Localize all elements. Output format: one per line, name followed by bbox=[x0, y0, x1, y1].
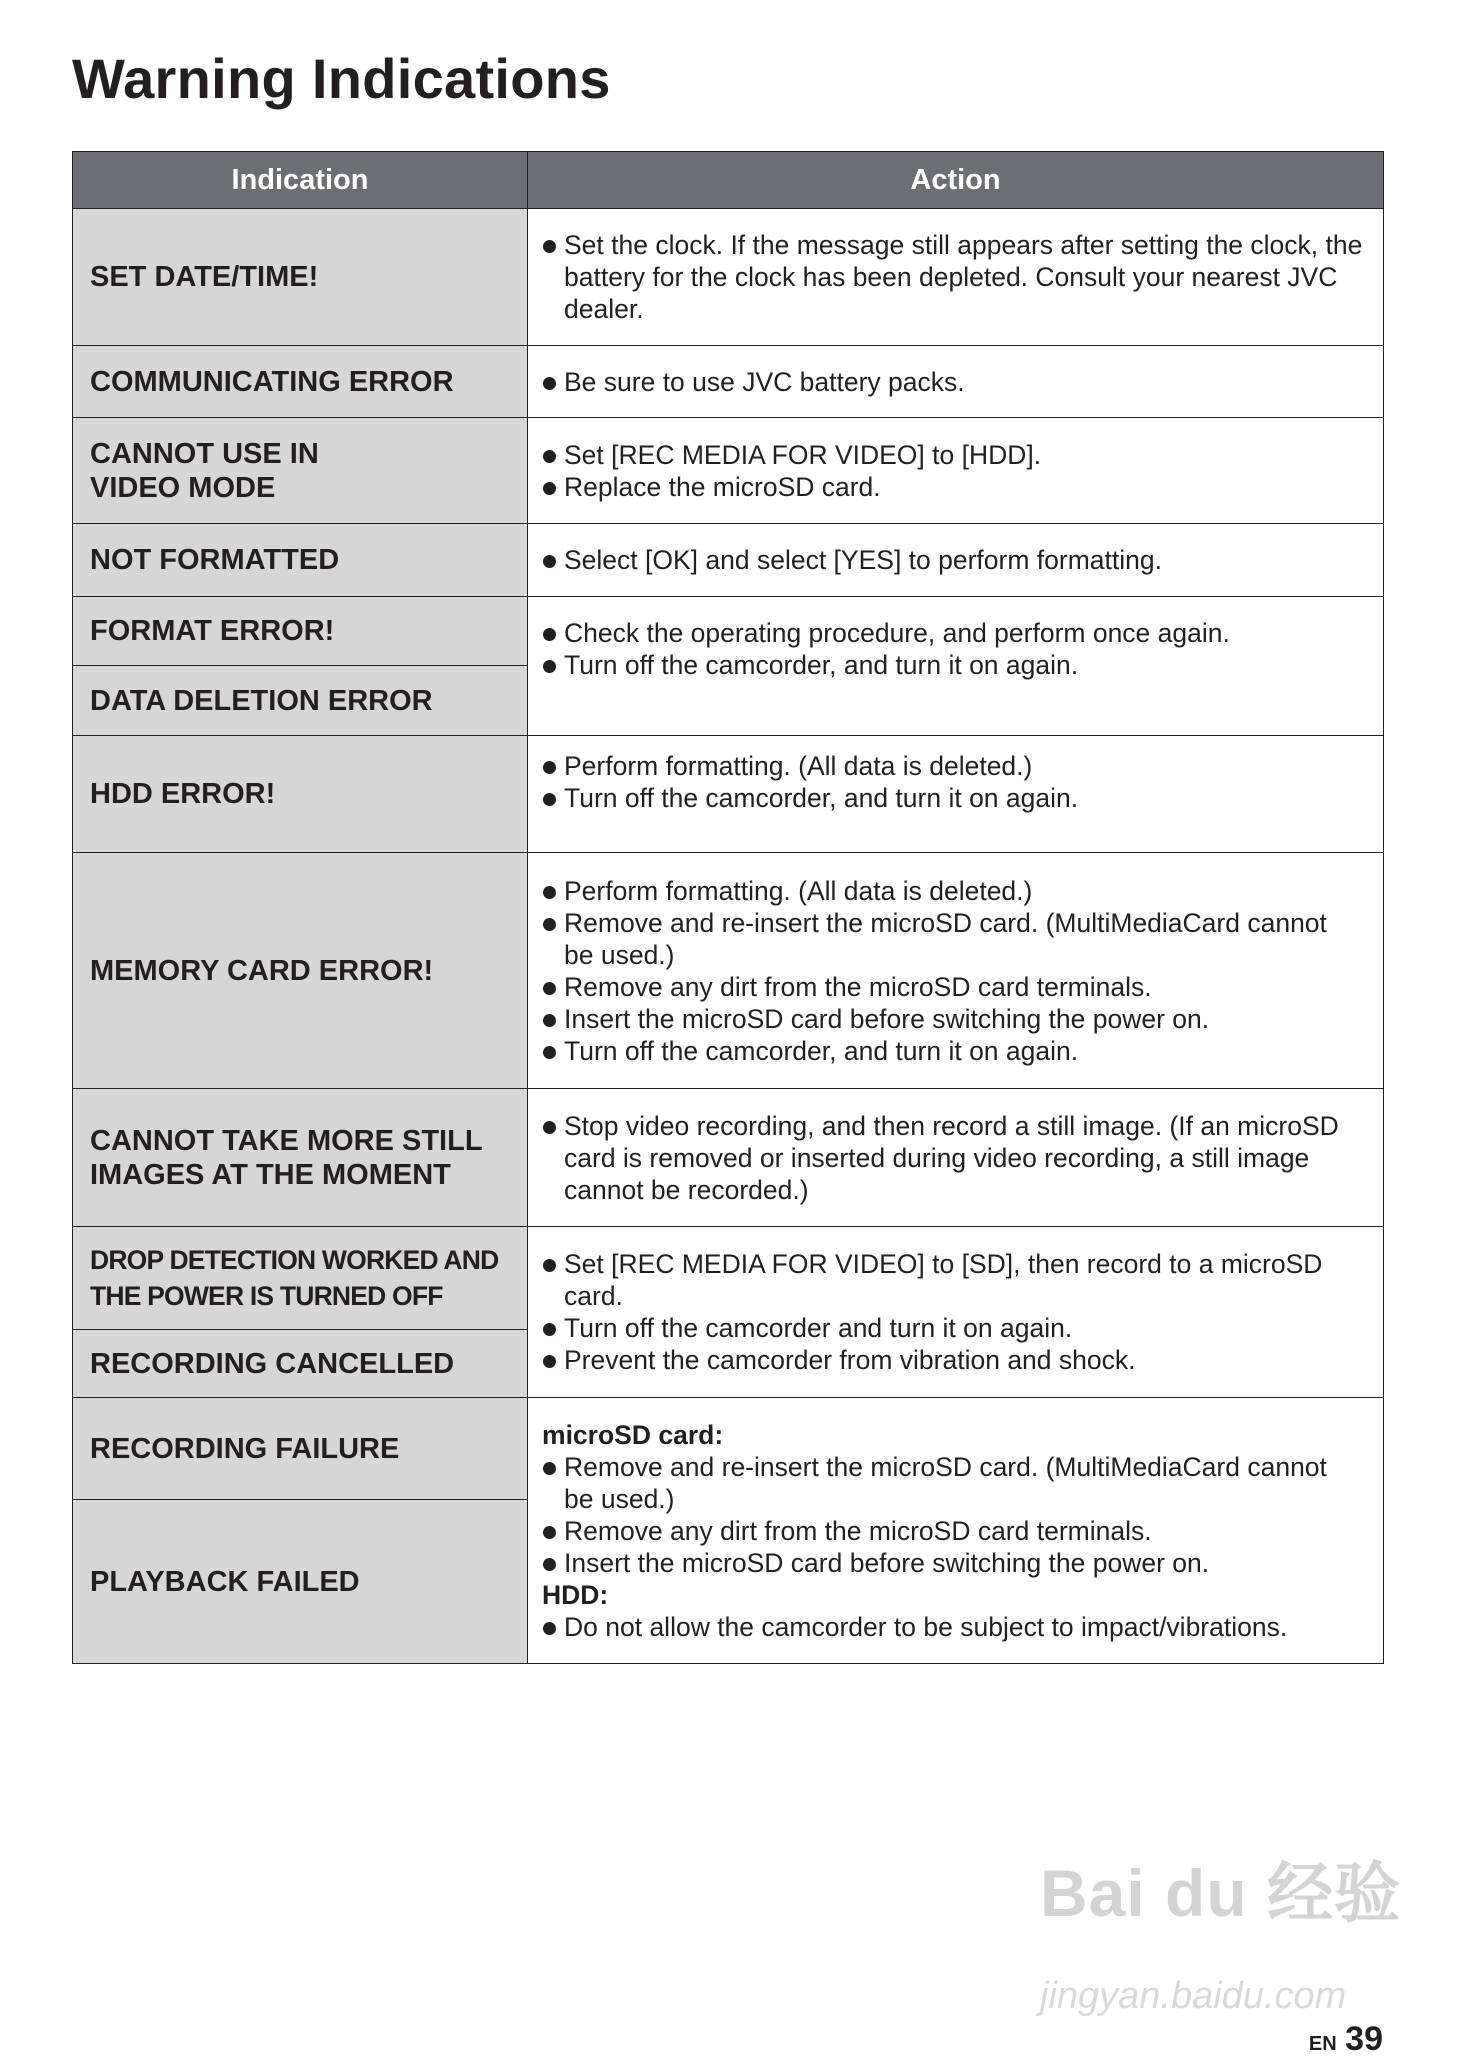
table-row bbox=[73, 1227, 1384, 1330]
action-item: Perform formatting. (All data is deleted.) bbox=[542, 875, 1363, 907]
indication-line: CANNOT TAKE MORE STILL bbox=[90, 1124, 483, 1157]
action-item: Turn off the camcorder and turn it on again. bbox=[542, 1312, 1363, 1344]
action-cell bbox=[528, 418, 1384, 524]
action-cell bbox=[528, 1398, 1384, 1664]
watermark-url: jingyan.baidu.com bbox=[1040, 1975, 1347, 2017]
action-item: Check the operating procedure, and perform once again. bbox=[542, 617, 1363, 649]
table-row bbox=[73, 524, 1384, 597]
action-cell bbox=[528, 209, 1384, 346]
page-title: Warning Indications bbox=[72, 47, 611, 110]
action-cell bbox=[528, 346, 1384, 418]
warning-table bbox=[72, 151, 1384, 1664]
action-item: Turn off the camcorder, and turn it on again. bbox=[542, 649, 1363, 681]
indication-cell: PLAYBACK FAILED bbox=[73, 1500, 528, 1664]
header-action: Action bbox=[528, 152, 1384, 209]
indication-line: IMAGES AT THE MOMENT bbox=[90, 1158, 451, 1191]
watermark-logo: Bai du 经验 bbox=[1040, 1856, 1402, 1930]
action-cell bbox=[528, 853, 1384, 1089]
indication-cell bbox=[73, 1089, 528, 1227]
table-row bbox=[73, 853, 1384, 1089]
action-item: Remove any dirt from the microSD card terminals. bbox=[542, 971, 1363, 1003]
action-item: Remove and re-insert the microSD card. (MultiMediaCard cannot be used.) bbox=[542, 1451, 1363, 1515]
action-item: Insert the microSD card before switching the power on. bbox=[542, 1547, 1363, 1579]
action-item: Prevent the camcorder from vibration and shock. bbox=[542, 1344, 1363, 1376]
indication-cell: MEMORY CARD ERROR! bbox=[73, 853, 528, 1089]
indication-line: DROP DETECTION WORKED AND bbox=[90, 1245, 499, 1275]
action-item: Set the clock. If the message still appears after setting the clock, the battery for the clock has been depleted. Consult your nearest JVC dealer. bbox=[542, 229, 1363, 325]
table-row bbox=[73, 1398, 1384, 1500]
action-cell bbox=[528, 524, 1384, 597]
action-item: Turn off the camcorder, and turn it on again. bbox=[542, 1035, 1363, 1067]
language-label: EN bbox=[1308, 2033, 1337, 2055]
indication-cell: COMMUNICATING ERROR bbox=[73, 346, 528, 418]
indication-cell: DATA DELETION ERROR bbox=[73, 666, 528, 736]
action-item: Be sure to use JVC battery packs. bbox=[542, 366, 1363, 398]
indication-line: CANNOT USE IN bbox=[90, 437, 319, 470]
action-item: Perform formatting. (All data is deleted.) bbox=[542, 750, 1363, 782]
action-item: Stop video recording, and then record a still image. (If an microSD card is removed or inserted during video recording, a still image cannot be recorded.) bbox=[542, 1110, 1363, 1206]
action-item: Replace the microSD card. bbox=[542, 471, 1363, 503]
indication-cell: HDD ERROR! bbox=[73, 736, 528, 853]
indication-cell bbox=[73, 1227, 528, 1330]
indication-line: VIDEO MODE bbox=[90, 471, 276, 504]
action-item: Do not allow the camcorder to be subject to impact/vibrations. bbox=[542, 1611, 1363, 1643]
page-footer bbox=[1309, 2020, 1383, 2059]
table-row bbox=[73, 209, 1384, 346]
action-item: Set [REC MEDIA FOR VIDEO] to [HDD]. bbox=[542, 439, 1363, 471]
action-item: Remove any dirt from the microSD card terminals. bbox=[542, 1515, 1363, 1547]
indication-cell bbox=[73, 418, 528, 524]
table-row bbox=[73, 597, 1384, 666]
indication-cell: RECORDING FAILURE bbox=[73, 1398, 528, 1500]
action-subheading: microSD card: bbox=[542, 1419, 724, 1450]
action-item: Select [OK] and select [YES] to perform formatting. bbox=[542, 544, 1363, 576]
indication-cell: NOT FORMATTED bbox=[73, 524, 528, 597]
action-item: Remove and re-insert the microSD card. (MultiMediaCard cannot be used.) bbox=[542, 907, 1363, 971]
header-indication: Indication bbox=[73, 152, 528, 209]
action-item: Set [REC MEDIA FOR VIDEO] to [SD], then record to a microSD card. bbox=[542, 1248, 1363, 1312]
action-cell bbox=[528, 736, 1384, 853]
table-row bbox=[73, 1089, 1384, 1227]
table-row bbox=[73, 418, 1384, 524]
indication-cell: SET DATE/TIME! bbox=[73, 209, 528, 346]
indication-line: THE POWER IS TURNED OFF bbox=[90, 1281, 443, 1311]
action-cell bbox=[528, 597, 1384, 736]
action-cell bbox=[528, 1227, 1384, 1398]
table-row bbox=[73, 346, 1384, 418]
action-subheading: HDD: bbox=[542, 1579, 609, 1610]
indication-cell: RECORDING CANCELLED bbox=[73, 1330, 528, 1398]
action-cell bbox=[528, 1089, 1384, 1227]
action-item: Turn off the camcorder, and turn it on again. bbox=[542, 782, 1363, 814]
page-number: 39 bbox=[1345, 2020, 1383, 2058]
indication-cell: FORMAT ERROR! bbox=[73, 597, 528, 666]
action-item: Insert the microSD card before switching the power on. bbox=[542, 1003, 1363, 1035]
table-header-row bbox=[73, 152, 1384, 209]
table-row bbox=[73, 736, 1384, 853]
